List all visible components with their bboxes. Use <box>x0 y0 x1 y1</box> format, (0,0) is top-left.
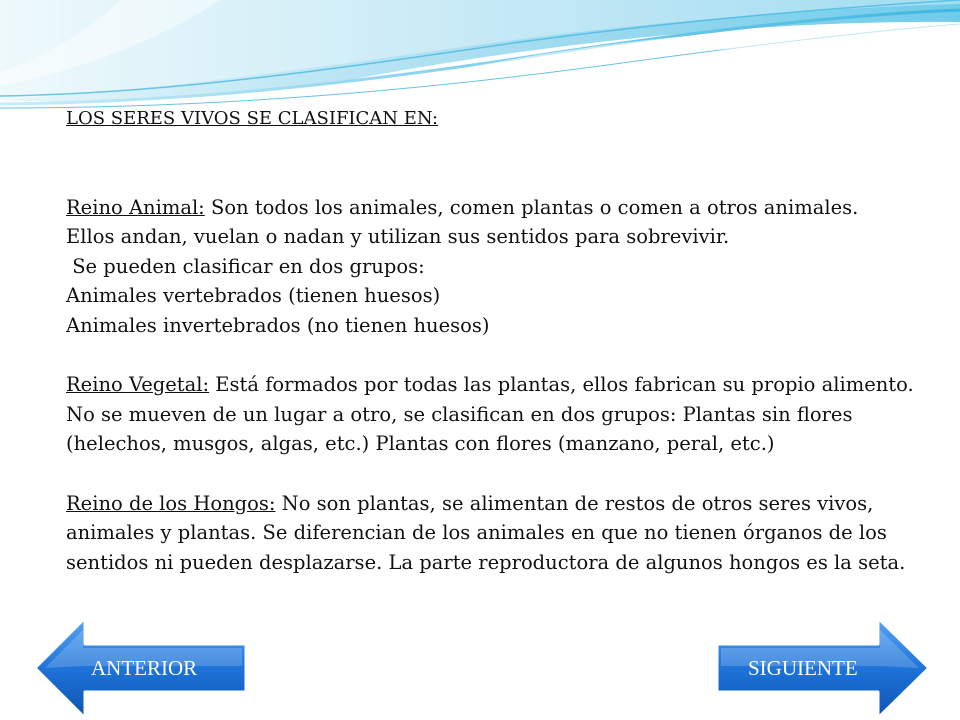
previous-label: ANTERIOR <box>91 656 198 680</box>
animal-line-5: Animales invertebrados (no tienen huesos) <box>66 313 490 337</box>
previous-button[interactable] <box>33 616 249 720</box>
next-label: SIGUIENTE <box>748 656 858 680</box>
animal-paragraph <box>66 193 926 223</box>
vegetal-kingdom-heading: Reino Vegetal: <box>66 373 210 397</box>
animal-line-3: Se pueden clasificar en dos grupos: <box>66 254 425 278</box>
animal-line-4: Animales vertebrados (tienen huesos) <box>66 284 441 308</box>
slide-content <box>66 104 926 577</box>
animal-line-2: Ellos andan, vuelan o nadan y utilizan sus sentidos para sobrevivir. <box>66 225 730 249</box>
next-button[interactable] <box>714 616 932 720</box>
header-wave-decoration <box>0 0 960 110</box>
vegetal-text: Está formados por todas las plantas, ellos fabrican su propio alimento. No se mueven de un lugar a otro, se clasifican en dos grupos: Plantas sin flores (helechos, musgos, algas, etc.) Plantas con flores (manzano, peral, etc.) <box>66 373 920 456</box>
hongos-paragraph <box>66 489 926 578</box>
animal-line-1: Son todos los animales, comen plantas o comen a otros animales. <box>204 195 859 219</box>
hongos-kingdom-heading: Reino de los Hongos: <box>66 491 276 515</box>
vegetal-paragraph <box>66 370 926 459</box>
hongos-text: No son plantas, se alimentan de restos de otros seres vivos, animales y plantas. Se diferencian de los animales en que no tienen órganos de los sentidos ni pueden desplazarse. La parte reproductora de algunos hongos es la seta. <box>66 491 906 574</box>
slide-title: LOS SERES VIVOS SE CLASIFICAN EN: <box>66 108 439 129</box>
animal-kingdom-heading: Reino Animal: <box>66 195 205 219</box>
